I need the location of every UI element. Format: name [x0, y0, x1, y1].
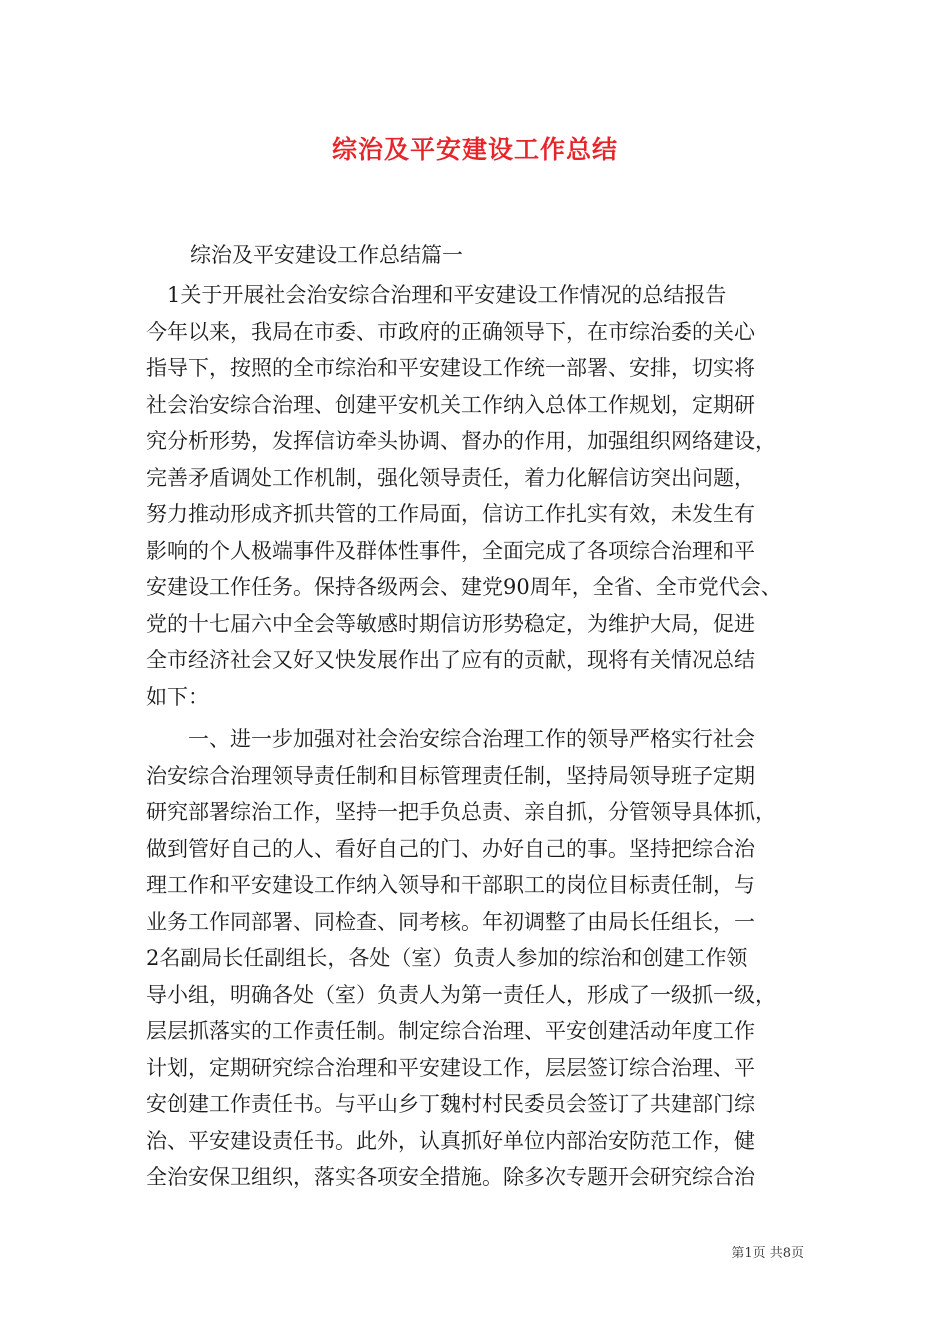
text-line: 全市经济社会又好又快发展作出了应有的贡献，现将有关情况总结	[146, 648, 755, 672]
paragraph-1	[146, 277, 812, 715]
text-line: 如下：	[146, 684, 209, 709]
text-line: 计划，定期研究综合治理和平安建设工作，层层签订综合治理、平	[146, 1055, 755, 1080]
text-line: 层层抓落实的工作责任制。制定综合治理、平安创建活动年度工作	[146, 1019, 755, 1043]
text-line: 业务工作同部署、同检查、同考核。年初调整了由局长任组长，一	[146, 909, 755, 934]
text-line: 治、平安建设责任书。此外，认真抓好单位内部治安防范工作，健	[146, 1128, 755, 1153]
text-line: 1关于开展社会治安综合治理和平安建设工作情况的总结报告	[146, 283, 727, 307]
text-line: 2名副局长任副组长，各处（室）负责人参加的综治和创建工作领	[146, 946, 748, 970]
text-line: 党的十七届六中全会等敏感时期信访形势稳定，为维护大局，促进	[146, 611, 755, 636]
text-line: 究分析形势，发挥信访牵头协调、督办的作用，加强组织网络建设，	[146, 429, 776, 453]
text-line: 安创建工作责任书。与平山乡丁魏村村民委员会签订了共建部门综	[146, 1092, 755, 1116]
text-line: 完善矛盾调处工作机制，强化领导责任，着力化解信访突出问题，	[146, 465, 755, 490]
document-title: 综治及平安建设工作总结	[331, 135, 618, 164]
text-line: 社会治安综合治理、创建平安机关工作纳入总体工作规划，定期研	[146, 392, 755, 417]
text-line: 导小组，明确各处（室）负责人为第一责任人，形成了一级抓一级，	[146, 982, 776, 1007]
document-subtitle: 综治及平安建设工作总结篇一	[190, 243, 463, 267]
paragraph-2	[146, 721, 812, 1196]
text-line: 理工作和平安建设工作纳入领导和干部职工的岗位目标责任制，与	[146, 873, 755, 897]
text-line: 指导下，按照的全市综治和平安建设工作统一部署、安排，切实将	[146, 356, 755, 380]
text-line: 安建设工作任务。保持各级两会、建党90周年，全省、全市党代会、	[146, 575, 782, 599]
page-footer: 第1页 共8页	[731, 1246, 804, 1261]
text-line: 影响的个人极端事件及群体性事件，全面完成了各项综合治理和平	[146, 538, 755, 563]
text-line: 做到管好自己的人、看好自己的门、办好自己的事。坚持把综合治	[146, 836, 755, 861]
text-line: 一、进一步加强对社会治安综合治理工作的领导严格实行社会	[146, 727, 755, 751]
text-line: 努力推动形成齐抓共管的工作局面，信访工作扎实有效，未发生有	[146, 502, 755, 526]
text-line: 全治安保卫组织，落实各项安全措施。除多次专题开会研究综合治	[146, 1165, 755, 1189]
text-line: 研究部署综治工作，坚持一把手负总责、亲自抓，分管领导具体抓，	[146, 800, 776, 824]
text-line: 今年以来，我局在市委、市政府的正确领导下，在市综治委的关心	[146, 319, 755, 344]
text-line: 治安综合治理领导责任制和目标管理责任制，坚持局领导班子定期	[146, 763, 755, 788]
